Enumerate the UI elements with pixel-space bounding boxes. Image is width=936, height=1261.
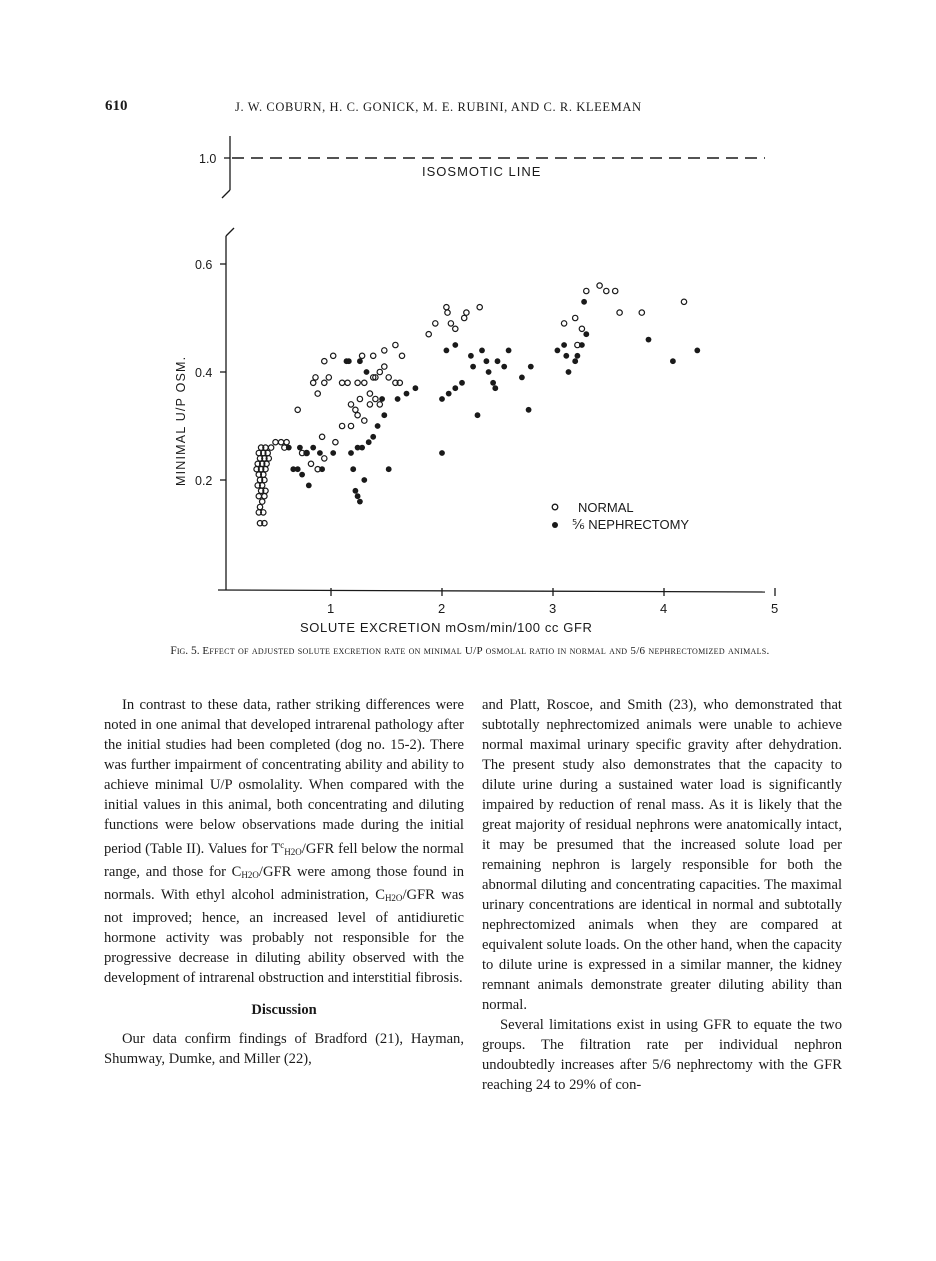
normal-point [345, 380, 350, 385]
normal-point [462, 315, 467, 320]
nephrectomy-point [357, 499, 363, 505]
nephrectomy-point [297, 445, 303, 451]
nephrectomy-point [359, 445, 365, 451]
nephrectomy-point [353, 488, 359, 494]
superscript: c [280, 840, 285, 850]
y-axis-break-lower [226, 228, 234, 236]
nephrectomy-point [404, 391, 410, 397]
text-run: /GFR were among those found in normals. With ethyl alcohol administration, C [104, 864, 464, 903]
nephrectomy-point [501, 364, 507, 370]
nephrectomy-point [470, 364, 476, 370]
paragraph: and Platt, Roscoe, and Smith (23), who demonstrated that subtotally nephrectomized animals were unable to achieve normal maximal urinary specific gravity after dehydration. The present study also demonstrates that the capacity to dilute urine during a sustained water load is significantly impaired by reduction of renal mass. As it is likely that the great majority of residual nephrons were anatomically intact, it may be presumed that the increased solute load per remaining nephron is largely responsible for both the abnormal diluting and concentrating capacities. The maximal urinary concentrations are identical in normal and subtotally nephrectomized animals when they are compared at equivalent solute loads. On the other hand, when the capacity to dilute urine is expressed in a similar manner, the kidney remnant animals demonstrate greater diluting ability than normal. [482, 697, 842, 1013]
text-run: In contrast to these data, rather striking differences were noted in one animal that developed intrarenal pathology after the initial studies had been completed (dog no. 15-2). There was further impairment of concentrating ability and ability to achieve minimal U/P osmolality. When compared with the initial values in this animal, both concentrating and diluting functions were below observations made during the initial period (Table II). Values for T [104, 697, 464, 857]
right-column [482, 695, 842, 1095]
nephrectomy-point [350, 466, 356, 472]
legend-nephrectomy-label: ⅚ NEPHRECTOMY [572, 517, 690, 532]
text-run: /GFR was not improved; hence, an increased level of antidiuretic hormone activity was probably not responsible for the progressive decrease in diluting ability observed with the development of intrarenal obstruction and interstitial fibrosis. [104, 887, 464, 986]
nephrectomy-point [361, 477, 367, 483]
nephrectomy-point [355, 493, 361, 499]
normal-point [319, 434, 324, 439]
normal-point [444, 305, 449, 310]
nephrectomy-point [475, 412, 481, 418]
normal-point [333, 440, 338, 445]
normal-point [477, 305, 482, 310]
running-head-authors: J. W. COBURN, H. C. GONICK, M. E. RUBINI, AND C. R. KLEEMAN [235, 100, 642, 114]
y-tick-label: 0.4 [195, 366, 213, 380]
normal-point [639, 310, 644, 315]
nephrectomy-point [579, 342, 585, 348]
nephrectomy-point [468, 353, 474, 359]
subscript: H2O [284, 847, 302, 857]
normal-point [367, 391, 372, 396]
normal-point [448, 321, 453, 326]
normal-point [613, 288, 618, 293]
subscript: H2O [384, 893, 403, 903]
nephrectomy-point [694, 348, 700, 354]
normal-point [579, 326, 584, 331]
normal-point [604, 288, 609, 293]
normal-point [262, 494, 267, 499]
nephrectomy-point [506, 348, 512, 354]
text-run: /GFR fell below the normal range, and those for C [104, 841, 464, 880]
nephrectomy-point [581, 299, 587, 305]
nephrectomy-point [286, 445, 292, 451]
normal-point [386, 375, 391, 380]
normal-point [573, 315, 578, 320]
running-head [105, 98, 836, 118]
x-tick-label: 1 [327, 601, 335, 616]
nephrectomy-point [366, 439, 372, 445]
normal-point [399, 353, 404, 358]
nephrectomy-point [528, 364, 534, 370]
normal-point [256, 494, 261, 499]
paragraph: Our data confirm findings of Bradford (21), Hayman, Shumway, Dumke, and Miller (22), [104, 1031, 464, 1067]
x-tick-label: 2 [438, 601, 446, 616]
nephrectomy-point [310, 445, 316, 451]
normal-point [273, 440, 278, 445]
nephrectomy-point [452, 385, 458, 391]
normal-point [464, 310, 469, 315]
normal-series [254, 283, 687, 526]
paragraph: Several limitations exist in using GFR to equate the two groups. The filtration rate per individual nephron undoubtedly increases after 5/6 nephrectomy with the GFR reaching 24 to 29% of con- [482, 1017, 842, 1093]
nephrectomy-point [446, 391, 452, 397]
nephrectomy-point [375, 423, 381, 429]
nephrectomy-point [370, 434, 376, 440]
normal-point [393, 342, 398, 347]
normal-point [426, 332, 431, 337]
nephrectomy-point [646, 337, 652, 343]
left-column [104, 695, 464, 1069]
normal-point [331, 353, 336, 358]
normal-point [355, 413, 360, 418]
nephrectomy-point [348, 450, 354, 456]
normal-point [377, 402, 382, 407]
nephrectomy-point [317, 450, 323, 456]
normal-point [348, 423, 353, 428]
nephrectomy-point [444, 348, 450, 354]
nephrectomy-point [306, 483, 312, 489]
nephrectomy-point [519, 375, 525, 381]
nephrectomy-point [486, 369, 492, 375]
normal-point [257, 504, 262, 509]
nephrectomy-point [357, 358, 363, 364]
normal-point [561, 321, 566, 326]
caption-label: Fig. 5. [170, 645, 200, 657]
x-axis [218, 590, 765, 592]
nephrectomy-point [459, 380, 465, 386]
nephrectomy-point [439, 450, 445, 456]
nephrectomy-point [295, 466, 301, 472]
normal-point [377, 369, 382, 374]
isosmotic-line-label: ISOSMOTIC LINE [422, 164, 542, 179]
nephrectomy-point [364, 369, 370, 375]
figure-5-scatter-plot [160, 128, 790, 638]
legend [552, 500, 689, 532]
nephrectomy-point [381, 412, 387, 418]
normal-point [339, 423, 344, 428]
normal-point [681, 299, 686, 304]
normal-point [357, 396, 362, 401]
figure-caption [150, 643, 790, 660]
nephrectomy-point [452, 342, 458, 348]
y-tick-label: 1.0 [199, 152, 217, 166]
subscript: H2O [241, 870, 259, 880]
x-tick-label: 3 [549, 601, 557, 616]
nephrectomy-point [484, 358, 490, 364]
normal-point [315, 391, 320, 396]
y-tick-label: 0.2 [195, 474, 213, 488]
normal-point [313, 375, 318, 380]
nephrectomy-point [386, 466, 392, 472]
x-tick-label: 4 [660, 601, 668, 616]
section-heading-discussion: Discussion [251, 1002, 317, 1018]
nephrectomy-point [395, 396, 401, 402]
y-axis-break-upper [222, 190, 230, 198]
normal-point [362, 418, 367, 423]
nephrectomy-point [330, 450, 336, 456]
paragraph [104, 695, 464, 988]
y-axis-label: MINIMAL U/P OSM. [174, 355, 188, 486]
nephrectomy-point [479, 348, 485, 354]
nephrectomy-point [583, 331, 589, 337]
normal-point [268, 445, 273, 450]
normal-point [597, 283, 602, 288]
normal-point [284, 440, 289, 445]
normal-point [348, 402, 353, 407]
normal-point [453, 326, 458, 331]
normal-point [362, 380, 367, 385]
legend-normal-marker [552, 504, 558, 510]
caption-text: Effect of adjusted solute excretion rate on minimal U/P osmolal ratio in normal and 5/6 nephrectomized animals. [202, 645, 770, 657]
nephrectomy-point [346, 358, 352, 364]
normal-point [433, 321, 438, 326]
nephrectomy-series [286, 299, 700, 505]
normal-point [353, 407, 358, 412]
normal-point [260, 499, 265, 504]
nephrectomy-point [319, 466, 325, 472]
normal-point [373, 396, 378, 401]
normal-point [278, 440, 283, 445]
normal-point [617, 310, 622, 315]
x-axis-label: SOLUTE EXCRETION mOsm/min/100 cc GFR [300, 620, 593, 635]
nephrectomy-point [566, 369, 572, 375]
x-tick-label: 5 [771, 601, 779, 616]
normal-point [326, 375, 331, 380]
normal-point [295, 407, 300, 412]
nephrectomy-point [563, 353, 569, 359]
normal-point [308, 461, 313, 466]
normal-point [371, 353, 376, 358]
page-number: 610 [105, 98, 128, 114]
nephrectomy-point [299, 472, 305, 478]
normal-point [359, 353, 364, 358]
normal-point [367, 402, 372, 407]
nephrectomy-point [379, 396, 385, 402]
nephrectomy-point [413, 385, 419, 391]
nephrectomy-point [670, 358, 676, 364]
nephrectomy-point [555, 348, 561, 354]
nephrectomy-point [575, 353, 581, 359]
nephrectomy-point [439, 396, 445, 402]
nephrectomy-point [495, 358, 501, 364]
y-axis-ticks [195, 152, 230, 488]
nephrectomy-point [572, 358, 578, 364]
normal-point [445, 310, 450, 315]
nephrectomy-point [304, 450, 310, 456]
normal-point [322, 359, 327, 364]
normal-point [584, 288, 589, 293]
nephrectomy-point [561, 342, 567, 348]
normal-point [322, 456, 327, 461]
normal-point [311, 380, 316, 385]
normal-point [382, 364, 387, 369]
nephrectomy-point [526, 407, 532, 413]
nephrectomy-point [492, 385, 498, 391]
legend-nephrectomy-marker [552, 522, 558, 528]
normal-point [339, 380, 344, 385]
legend-normal-label: NORMAL [578, 500, 634, 515]
normal-point [355, 380, 360, 385]
nephrectomy-point [490, 380, 496, 386]
normal-point [382, 348, 387, 353]
normal-point [322, 380, 327, 385]
y-tick-label: 0.6 [195, 258, 213, 272]
